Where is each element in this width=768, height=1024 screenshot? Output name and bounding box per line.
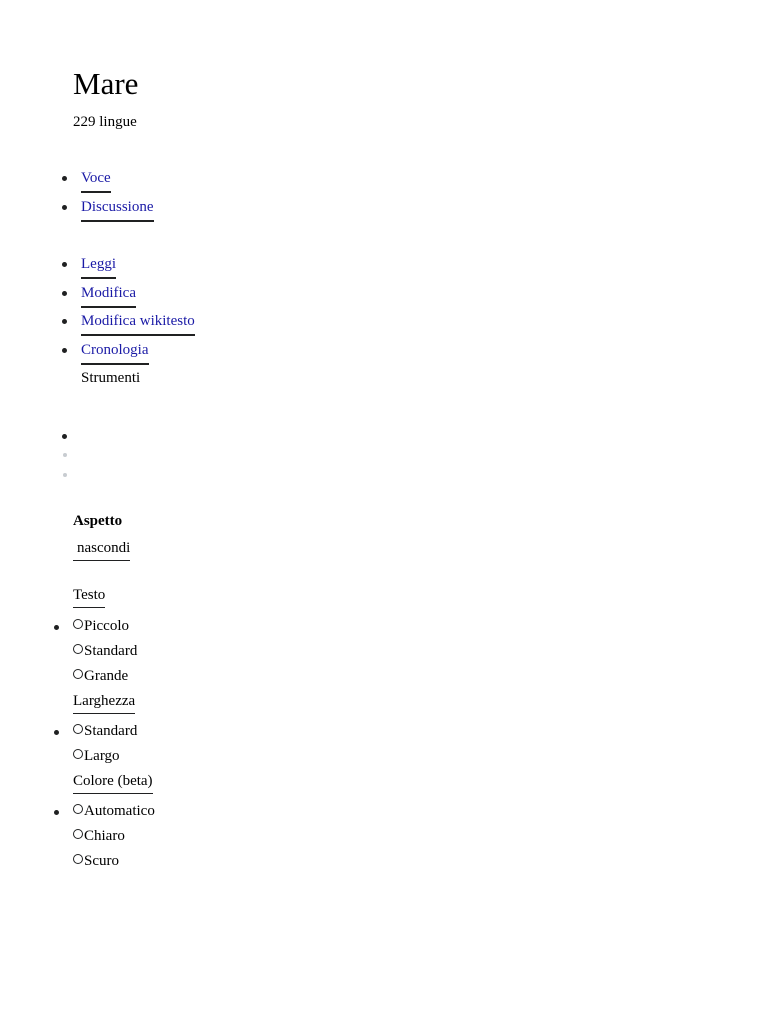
radio-circle-icon[interactable] <box>73 644 83 654</box>
appearance-heading: Aspetto <box>73 513 123 529</box>
radio-label: Chiaro <box>84 828 125 844</box>
radio-label: Automatico <box>84 803 155 819</box>
tab-modifica-wikitesto[interactable] <box>81 311 195 331</box>
tab-leggi-label[interactable]: Leggi <box>81 256 116 279</box>
radio-circle-icon[interactable] <box>73 749 83 759</box>
list-bullet <box>62 319 67 324</box>
text-size-option-piccolo[interactable] <box>73 616 129 636</box>
list-bullet <box>54 625 59 630</box>
radio-label: Largo <box>84 748 120 764</box>
text-size-option-standard[interactable] <box>73 641 137 661</box>
tools-menu-button[interactable]: Strumenti <box>81 370 141 386</box>
text-size-option-grande[interactable] <box>73 666 128 686</box>
radio-circle-icon[interactable] <box>73 724 83 734</box>
tab-cronologia-label[interactable]: Cronologia <box>81 342 149 365</box>
tab-leggi[interactable] <box>81 254 116 274</box>
tab-modifica-wikitesto-label[interactable]: Modifica wikitesto <box>81 313 195 336</box>
tab-modifica[interactable] <box>81 283 136 303</box>
list-bullet <box>54 730 59 735</box>
radio-label: Scuro <box>84 853 119 869</box>
color-option-automatico[interactable] <box>73 801 155 821</box>
list-bullet <box>62 348 67 353</box>
page-title: Mare <box>73 66 139 101</box>
color-option-chiaro[interactable] <box>73 826 125 846</box>
tab-voce[interactable] <box>81 168 111 188</box>
tab-cronologia[interactable] <box>81 340 149 360</box>
list-bullet <box>62 205 67 210</box>
radio-circle-icon[interactable] <box>73 619 83 629</box>
list-bullet <box>63 453 67 457</box>
radio-label: Piccolo <box>84 618 129 634</box>
list-bullet <box>62 262 67 267</box>
text-size-section <box>73 585 105 605</box>
radio-label: Standard <box>84 723 138 739</box>
width-section <box>73 691 135 711</box>
radio-label: Grande <box>84 668 129 684</box>
radio-circle-icon[interactable] <box>73 829 83 839</box>
hide-appearance-label[interactable]: nascondi <box>73 540 130 561</box>
radio-circle-icon[interactable] <box>73 669 83 679</box>
width-label: Larghezza <box>73 693 135 714</box>
radio-circle-icon[interactable] <box>73 854 83 864</box>
list-bullet <box>63 473 67 477</box>
radio-label: Standard <box>84 643 138 659</box>
text-size-label: Testo <box>73 587 105 608</box>
tab-discussione[interactable] <box>81 197 154 217</box>
tab-modifica-label[interactable]: Modifica <box>81 285 136 308</box>
tab-voce-label[interactable]: Voce <box>81 170 111 193</box>
width-option-largo[interactable] <box>73 746 120 766</box>
list-bullet <box>62 434 67 439</box>
color-section <box>73 771 153 791</box>
list-bullet <box>54 810 59 815</box>
color-option-scuro[interactable] <box>73 851 119 871</box>
tab-discussione-label[interactable]: Discussione <box>81 199 154 222</box>
hide-appearance-button[interactable] <box>73 538 130 558</box>
list-bullet <box>62 176 67 181</box>
language-count-button[interactable]: 229 lingue <box>73 114 137 130</box>
width-option-standard[interactable] <box>73 721 137 741</box>
list-bullet <box>62 291 67 296</box>
radio-circle-icon[interactable] <box>73 804 83 814</box>
color-label: Colore (beta) <box>73 773 153 794</box>
